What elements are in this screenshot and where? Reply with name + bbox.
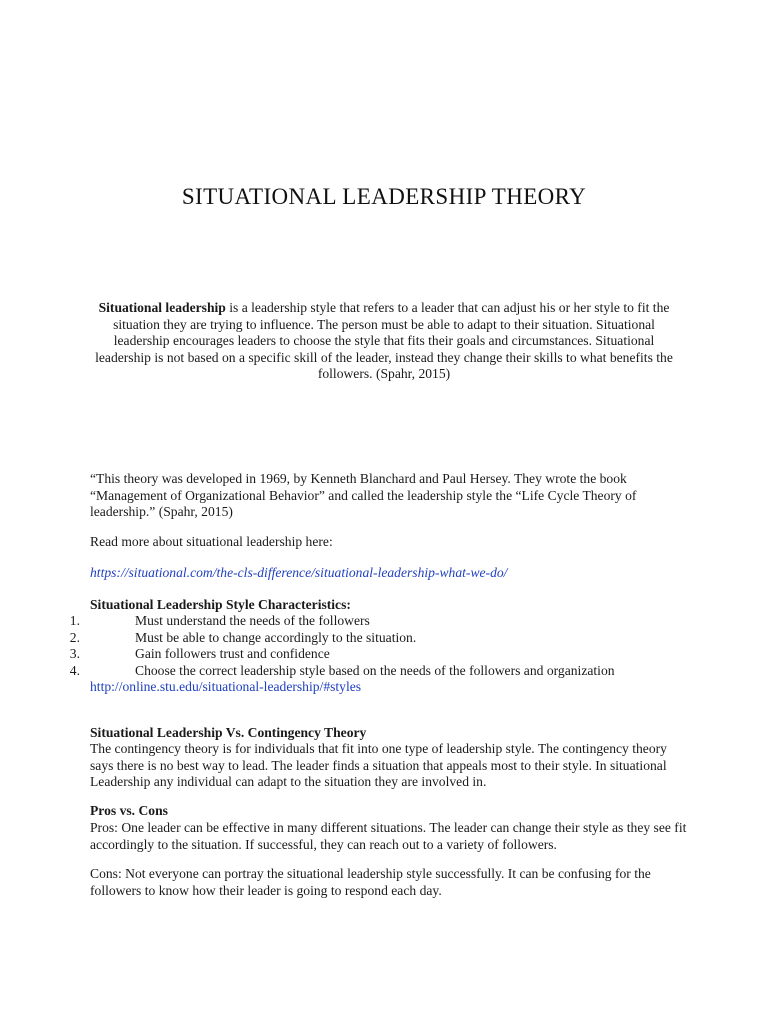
- contingency-heading: Situational Leadership Vs. Contingency Theory: [90, 725, 367, 740]
- list-item: [60, 646, 700, 663]
- pros-cons-heading: Pros vs. Cons: [90, 803, 168, 818]
- pros-paragraph: Pros: One leader can be effective in many different situations. The leader can change their style as they see fit accordingly to the situation. If successful, they can reach out to a variety of followers.: [90, 820, 687, 852]
- characteristics-list: [60, 613, 700, 679]
- intro-paragraph: [88, 300, 680, 383]
- list-item: [60, 613, 700, 630]
- list-item-number: 1.: [69, 613, 80, 628]
- list-item: [60, 663, 700, 680]
- page-title: SITUATIONAL LEADERSHIP THEORY: [181, 184, 587, 209]
- intro-text: is a leadership style that refers to a leader that can adjust his or her style to fit the situation they are trying to influence. The person must be able to adapt to their situation. Situational leadership encourages leaders to choose the style that fits their goals and circumstances. Situational leadership is not based on a specific skill of the leader, instead they change their skills to what benefits the followers. (Spahr, 2015): [95, 300, 673, 381]
- list-item-text: Must understand the needs of the followers: [135, 613, 370, 628]
- list-item-text: Must be able to change accordingly to the situation.: [135, 629, 417, 645]
- list-item-number: 3.: [69, 646, 80, 661]
- characteristics-heading: Situational Leadership Style Characteristics:: [90, 597, 351, 612]
- intro-bold-term: Situational leadership: [98, 300, 226, 315]
- situational-com-link[interactable]: https://situational.com/the-cls-difference/situational-leadership-what-we-do/: [90, 565, 508, 580]
- list-item-text: Choose the correct leadership style based on the needs of the followers and organization: [135, 662, 615, 678]
- situational-link-paragraph: [90, 565, 690, 582]
- list-item-text: Gain followers trust and confidence: [135, 646, 330, 661]
- contingency-paragraph: The contingency theory is for individuals that fit into one type of leadership style. The contingency theory says there is no best way to lead. The leader finds a situation that appeals most to their style. In situational Leadership any individual can adapt to the situation they are involved in.: [90, 741, 667, 789]
- cons-paragraph: Cons: Not everyone can portray the situational leadership style successfully. It can be confusing for the followers to know how their leader is going to respond each day.: [90, 866, 651, 898]
- list-item-number: 2.: [69, 629, 80, 645]
- history-quote: “This theory was developed in 1969, by Kenneth Blanchard and Paul Hersey. They wrote the book “Management of Organizational Behavior” and called the leadership style the “Life Cycle Theory of leadership.” (Spahr, 2015): [90, 471, 637, 519]
- list-item-number: 4.: [69, 662, 80, 678]
- stu-edu-link[interactable]: http://online.stu.edu/situational-leadership/#styles: [90, 679, 362, 694]
- read-more-text: Read more about situational leadership here:: [90, 534, 333, 549]
- list-item: [60, 630, 700, 647]
- stu-link-paragraph: [90, 679, 690, 696]
